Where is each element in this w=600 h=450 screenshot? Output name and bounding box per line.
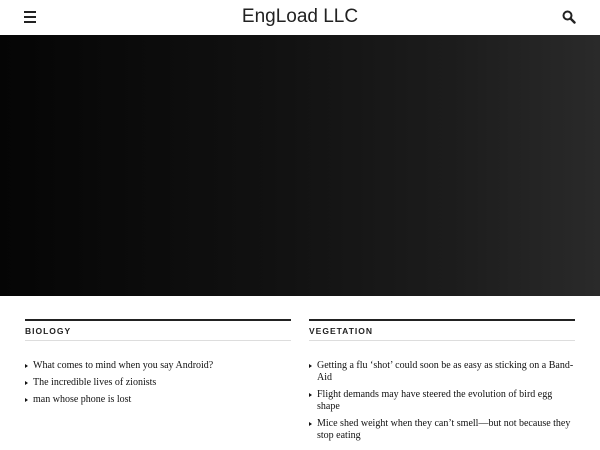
- post-link[interactable]: Flight demands may have steered the evolution of bird egg shape: [317, 389, 553, 412]
- post-link[interactable]: Mice shed weight when they can’t smell—but not because they stop eating: [317, 418, 571, 441]
- post-link[interactable]: The incredible lives of zionists: [33, 377, 157, 388]
- list-item: [25, 394, 291, 406]
- list-item: [309, 389, 575, 413]
- post-list: [25, 360, 291, 406]
- biology-section: [25, 319, 291, 411]
- vegetation-section: [309, 319, 575, 447]
- list-item: [309, 418, 575, 442]
- site-title[interactable]: EngLoad LLC: [241, 6, 359, 27]
- post-link[interactable]: man whose phone is lost: [33, 394, 132, 405]
- section-title: VEGETATION: [309, 319, 575, 341]
- post-link[interactable]: Getting a flu ‘shot’ could soon be as easy as sticking on a Band-Aid: [317, 360, 574, 383]
- post-link[interactable]: What comes to mind when you say Android?: [33, 360, 214, 371]
- hero-banner[interactable]: [0, 35, 600, 296]
- section-title: BIOLOGY: [25, 319, 291, 341]
- post-list: [309, 360, 575, 442]
- list-item: [25, 377, 291, 389]
- list-item: [309, 360, 575, 384]
- site-header: [0, 0, 600, 35]
- list-item: [25, 360, 291, 372]
- search-icon[interactable]: [562, 10, 576, 24]
